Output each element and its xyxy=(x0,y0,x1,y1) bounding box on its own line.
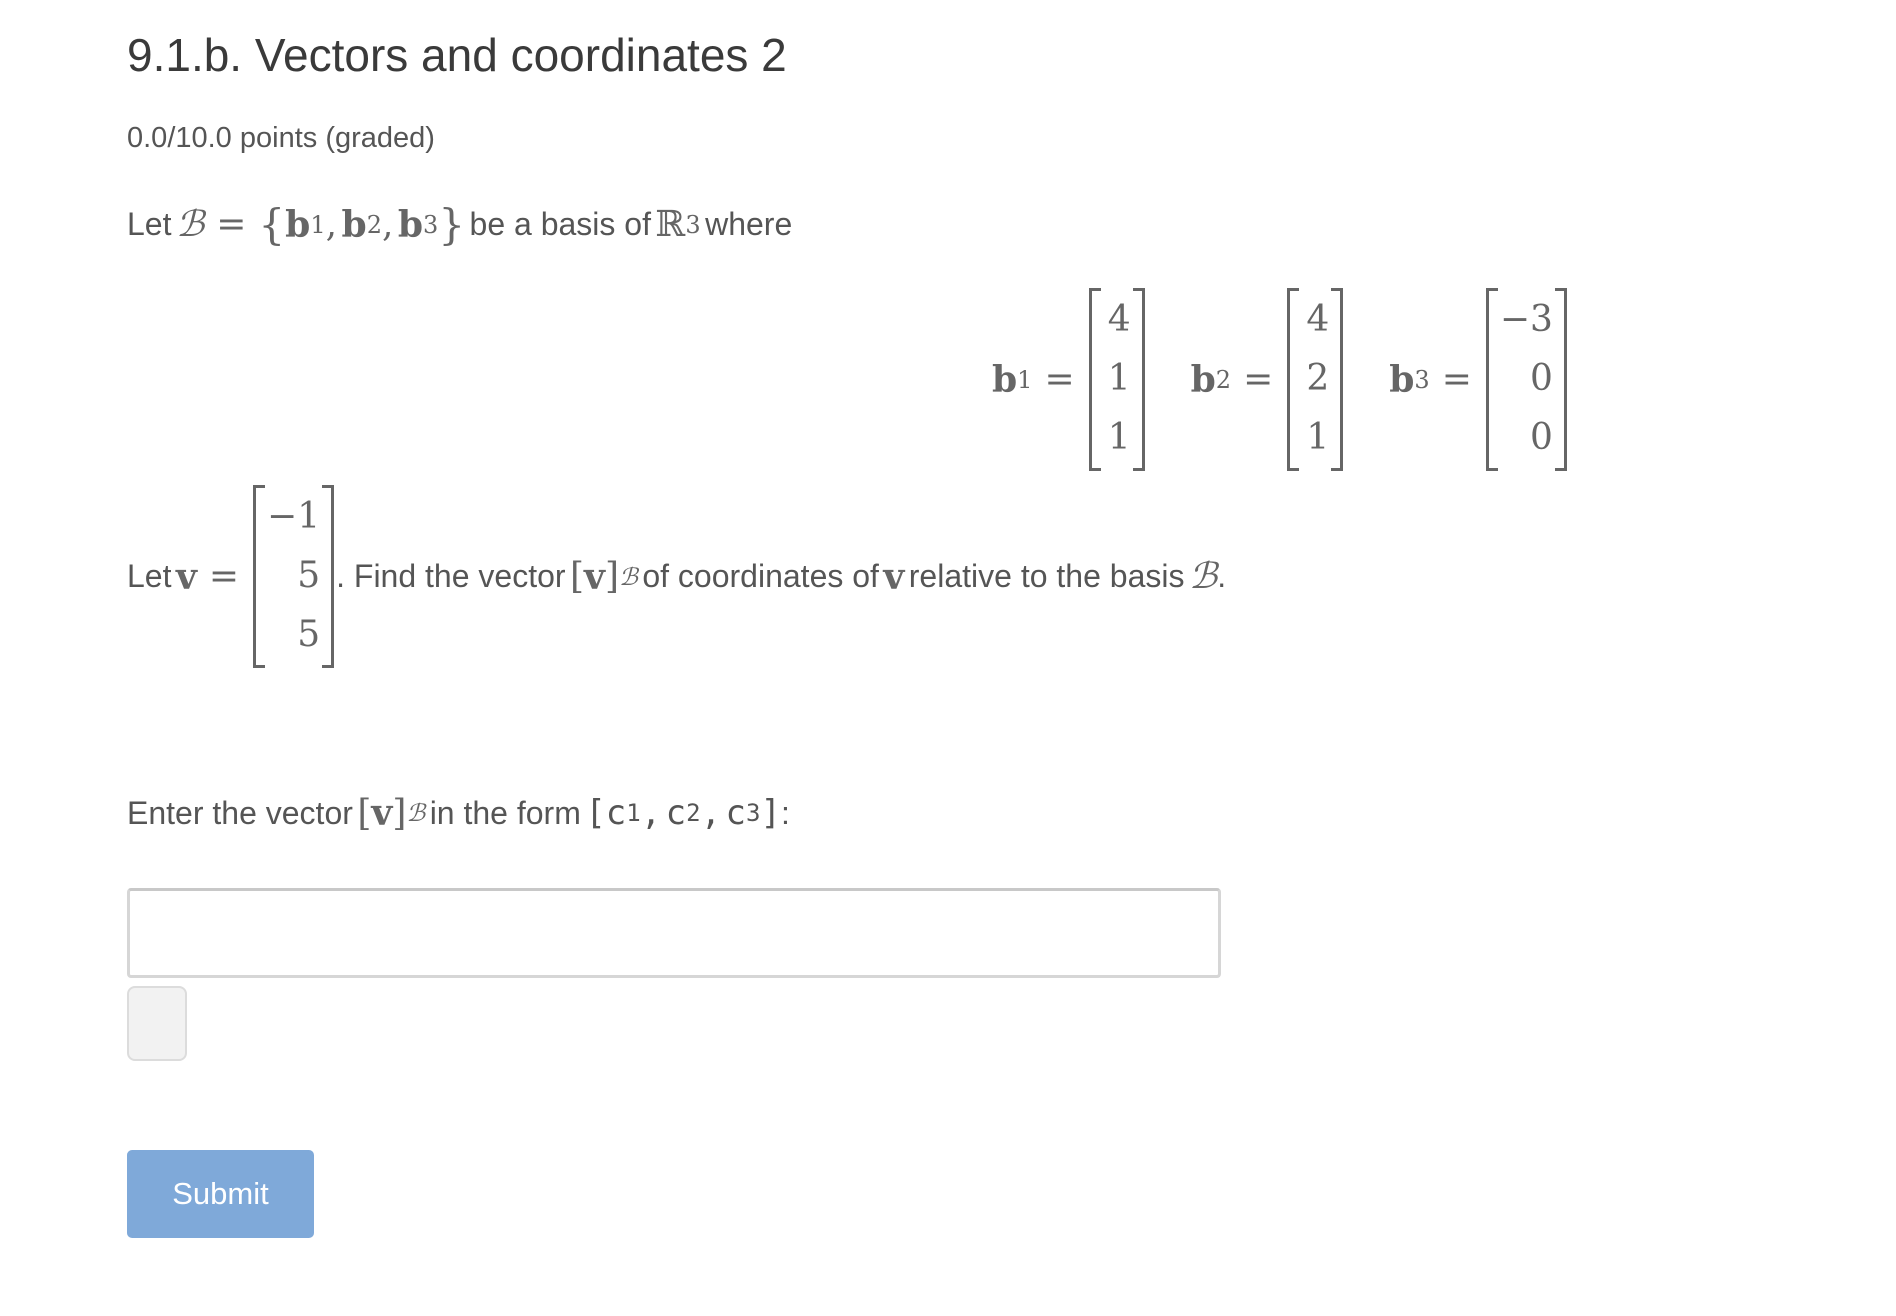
matrix-entry: −1 xyxy=(267,496,321,537)
let-text: Let xyxy=(127,206,172,242)
close-brace: } xyxy=(438,200,466,249)
basis-symbol: ℬ xyxy=(1188,556,1218,597)
subscript: 1 xyxy=(310,210,326,239)
answer-status-indicator xyxy=(127,986,187,1061)
matrix-entry: 1 xyxy=(1107,358,1131,399)
basis-subscript: ℬ xyxy=(619,562,638,591)
vector-v: v xyxy=(371,792,393,834)
comma: , xyxy=(381,204,394,245)
exponent: 3 xyxy=(685,210,701,239)
subscript: 1 xyxy=(1017,365,1033,394)
reals-symbol: ℝ xyxy=(655,204,686,245)
column-matrix xyxy=(1089,288,1145,471)
matrix-entry: 4 xyxy=(1107,299,1131,340)
matrix-entry: −3 xyxy=(1499,299,1553,340)
of-coordinates-text: of coordinates of xyxy=(642,558,879,594)
equals-sign: = xyxy=(1243,359,1274,400)
subscript: 2 xyxy=(1215,365,1232,394)
matrix-entry: 0 xyxy=(1530,417,1553,458)
subscript: 3 xyxy=(1414,365,1430,394)
vector-v: v xyxy=(584,555,605,598)
equals-sign: = xyxy=(208,556,240,597)
vector-b: b xyxy=(397,203,424,246)
subscript: 3 xyxy=(746,799,761,827)
column-matrix-v xyxy=(253,485,334,668)
matrix-entry: 4 xyxy=(1306,299,1330,340)
basis-subscript: ℬ xyxy=(406,799,426,827)
vector-v-statement xyxy=(127,485,1226,668)
form-close: ] xyxy=(760,793,781,833)
vector-b: b xyxy=(341,203,367,246)
points-status: 0.0/10.0 points (graded) xyxy=(127,122,435,154)
basis-vector-b3 xyxy=(1389,288,1569,471)
subscript: 1 xyxy=(626,799,641,827)
colon: : xyxy=(780,794,790,831)
column-matrix xyxy=(1486,288,1567,471)
bracket-close: ] xyxy=(392,792,407,834)
subscript: 3 xyxy=(423,210,439,239)
problem-title: 9.1.b. Vectors and coordinates 2 xyxy=(127,29,787,81)
vector-b: b xyxy=(285,203,311,246)
coef-c: c xyxy=(665,793,687,833)
form-open: [ xyxy=(585,793,606,833)
answer-input[interactable] xyxy=(127,888,1221,978)
column-matrix xyxy=(1287,288,1343,471)
matrix-entry: 1 xyxy=(1306,417,1330,458)
basis-vector-b1 xyxy=(992,288,1147,471)
where-text: where xyxy=(705,206,793,242)
basis-definition xyxy=(127,200,792,249)
basis-text: be a basis of xyxy=(469,206,651,242)
equals-sign: = xyxy=(1441,359,1472,400)
subscript: 2 xyxy=(366,210,382,239)
bracket-open: [ xyxy=(570,556,585,597)
find-text: . Find the vector xyxy=(336,558,566,594)
comma: , xyxy=(325,204,338,245)
vector-name: b xyxy=(1389,358,1415,401)
vector-v: v xyxy=(175,555,197,598)
comma: , xyxy=(640,793,662,833)
vector-name: b xyxy=(992,358,1018,401)
bracket-open: [ xyxy=(357,792,372,834)
matrix-entry: 2 xyxy=(1306,358,1330,399)
matrix-entry: 0 xyxy=(1530,358,1553,399)
matrix-entry: 1 xyxy=(1107,417,1131,458)
let-text: Let xyxy=(127,558,172,594)
basis-symbol: ℬ xyxy=(175,204,205,245)
basis-vector-b2 xyxy=(1191,288,1346,471)
answer-prompt xyxy=(127,792,790,834)
equals-sign: = xyxy=(1044,359,1075,400)
vector-name: b xyxy=(1190,358,1216,401)
bracket-close: ] xyxy=(604,556,620,597)
submit-button[interactable]: Submit xyxy=(127,1150,314,1238)
vector-v: v xyxy=(883,555,905,598)
coef-c: c xyxy=(725,793,747,833)
matrix-entry: 5 xyxy=(297,555,321,596)
basis-vectors xyxy=(992,288,1569,471)
form-text: in the form xyxy=(429,794,581,831)
relative-text: relative to the basis xyxy=(908,558,1185,594)
coef-c: c xyxy=(605,793,627,833)
matrix-entry: 5 xyxy=(297,614,321,655)
equals-sign: = xyxy=(216,204,247,245)
subscript: 2 xyxy=(686,799,701,827)
comma: , xyxy=(700,793,722,833)
open-brace: { xyxy=(258,200,286,249)
period: . xyxy=(1217,558,1227,594)
enter-text: Enter the vector xyxy=(127,794,353,831)
